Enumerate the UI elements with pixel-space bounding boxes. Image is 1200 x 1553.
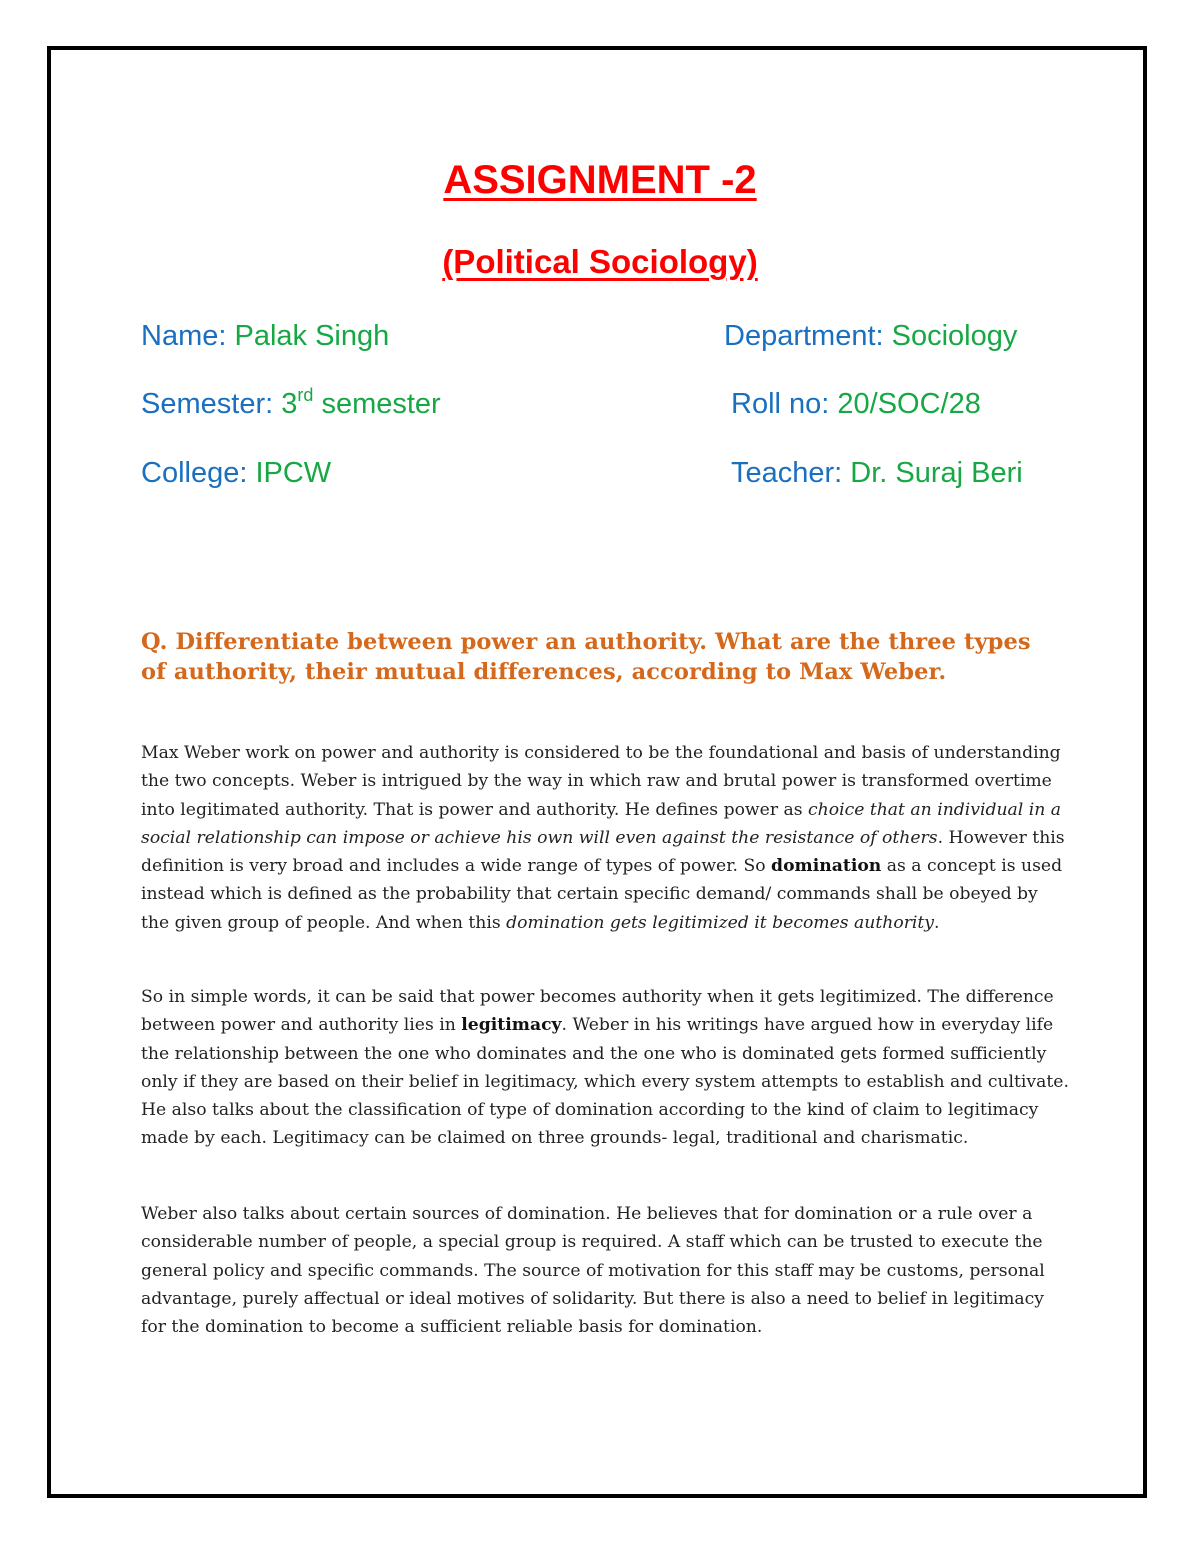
p1-text-a: Max Weber work on power and authority is considered to be the foundational and basis of understanding the two concepts. Weber is intrigued by the way in which raw and brutal power is transformed overtime into legitimated authority. That is power and authority. He defines power as [141,743,1061,820]
p3-text-a: Weber also talks about certain sources of domination. He believes that for domination or a rule over a considerable number of people, a special group is required. A staff which can be trusted to execute the general policy and specific commands. The source of motivation for this staff may be customs, personal advantage, purely affectual or ideal motives of solidarity. But there is also a need to belief in legitimacy for the domination to become a sufficient reliable basis for domination. [141,1204,1045,1338]
paragraph-2 [141,983,1071,1153]
college-value: IPCW [255,457,332,489]
name-value: Palak Singh [234,320,390,352]
department-value: Sociology [891,320,1018,352]
name-field [141,318,389,354]
roll-value: 20/SOC/28 [837,388,981,420]
assignment-title: ASSIGNMENT -2 [443,158,757,202]
teacher-field [731,455,1023,491]
assignment-subtitle: (Political Sociology) [442,243,758,280]
name-label: Name: [141,320,227,352]
p2-text-a: So in simple words, it can be said that power becomes authority when it gets legitimized. The difference between power and authority lies in [141,987,1054,1036]
p1-power-definition: choice that an individual in a social relationship can impose or achieve his own will even against the resistance of others [141,799,1062,848]
p1-text-c: . However this definition is very broad and includes a wide range of types of power. So [141,827,1065,877]
p1-text-g: . [934,912,940,933]
department-label: Department: [724,320,884,352]
semester-label: Semester: [141,388,274,420]
p1-text-e: as a concept is used instead which is defined as the probability that certain specific demand/ commands shall be obeyed by the given group of people. And when this [141,856,1063,933]
p2-text-c: . Weber in his writings have argued how in everyday life the relationship between the one who dominates and the one who is dominated gets formed sufficiently only if they are based on their belief in legitimacy, which every system attempts to establish and cultivate. He also talks about the classification of type of domination according to the kind of claim to legitimacy made by each. Legitimacy can be claimed on three grounds- legal, traditional and charismatic. [141,1015,1069,1149]
teacher-label: Teacher: [731,457,843,489]
question-heading: Q. Differentiate between power an authority. What are the three types of authority, their mutual differences, according to Max Weber. [141,629,1031,685]
paragraph-3 [141,1200,1071,1341]
teacher-value: Dr. Suraj Beri [850,457,1023,489]
paragraph-1 [141,739,1071,937]
semester-number: 3 [281,388,298,420]
p1-domination-term: domination [771,856,882,877]
college-label: College: [141,457,248,489]
semester-field [141,386,441,422]
roll-label: Roll no: [731,388,830,420]
p2-legitimacy-term: legitimacy [461,1015,562,1036]
college-field [141,455,331,491]
department-field [724,318,1017,354]
roll-field [731,386,981,422]
p1-authority-definition: domination gets legitimized it becomes authority [506,912,935,933]
semester-value [281,385,441,420]
semester-ordinal: rd [297,385,314,405]
semester-word: semester [321,388,441,420]
